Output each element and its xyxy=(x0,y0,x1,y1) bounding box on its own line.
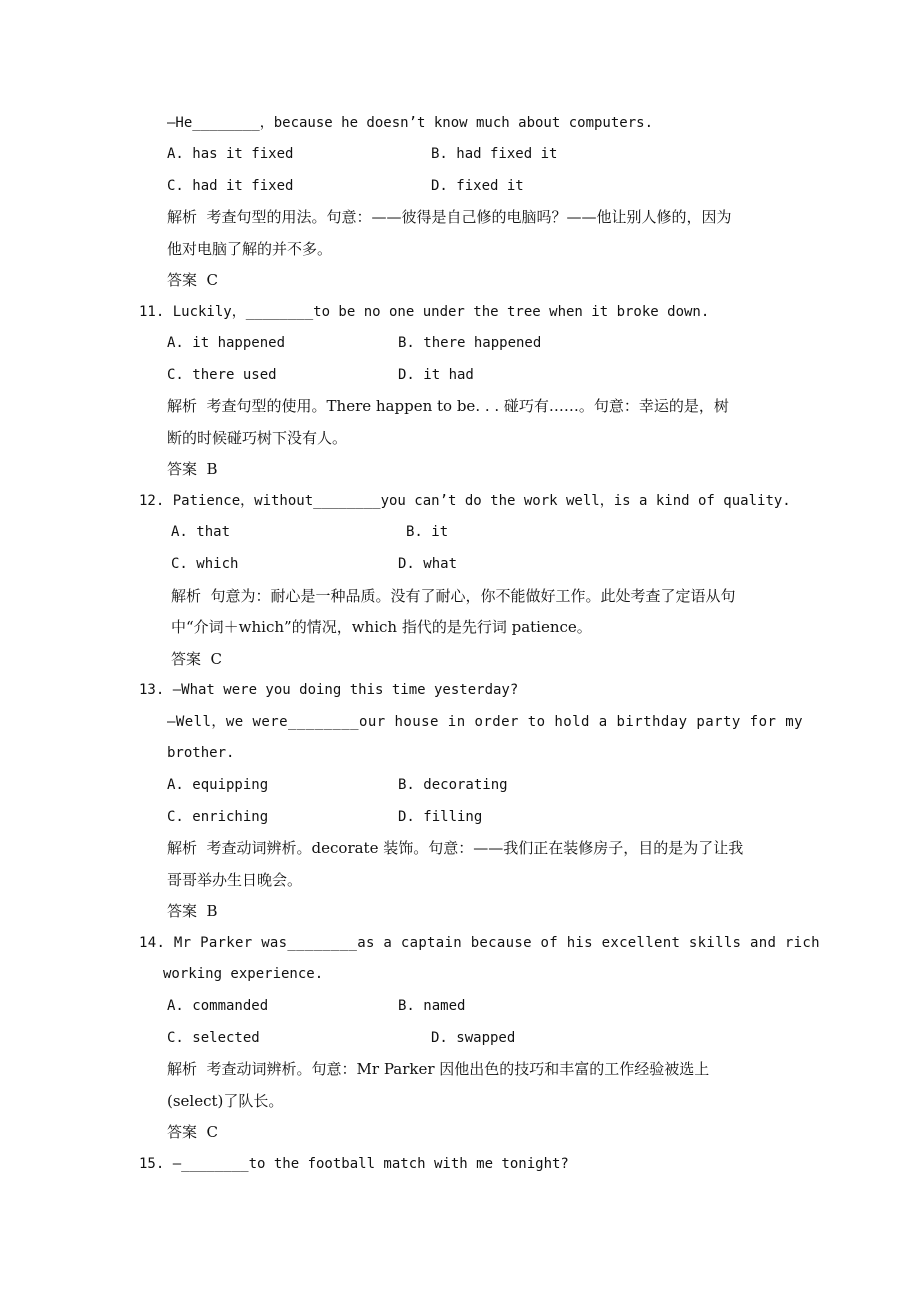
q10-analysis-line-1: 解析 考查句型的用法。句意：——彼得是自己修的电脑吗？——他让别人修的，因为 xyxy=(167,208,732,226)
q11-option-b: B. there happened xyxy=(398,335,542,351)
q10-option-b: B. had fixed it xyxy=(431,146,558,162)
q13-answer: 答案 B xyxy=(167,902,218,920)
q14-option-d: D. swapped xyxy=(431,1030,516,1046)
q13-analysis-line-1: 解析 考查动词辨析。decorate 装饰。句意：——我们正在装修房子，目的是为了让我 xyxy=(167,839,744,857)
q12-question: 12. Patience，without________you can’t do the work well，is a kind of quality. xyxy=(139,493,791,509)
q13-dialogue-continuation: brother. xyxy=(167,745,235,761)
q12-option-a: A. that xyxy=(171,524,231,540)
q13-dialogue-line: —Well，we were________our house in order to hold a birthday party for my xyxy=(167,714,803,730)
q10-option-d: D. fixed it xyxy=(431,178,524,194)
q13-question: 13. —What were you doing this time yesterday? xyxy=(139,682,519,698)
q12-option-c: C. which xyxy=(171,556,239,572)
q15-question: 15. —________to the football match with me tonight? xyxy=(139,1156,569,1172)
q14-option-b: B. named xyxy=(398,998,466,1014)
q14-answer: 答案 C xyxy=(167,1123,219,1141)
q10-answer: 答案 C xyxy=(167,271,219,289)
q14-option-a: A. commanded xyxy=(167,998,269,1014)
q10-option-a: A. has it fixed xyxy=(167,146,294,162)
q11-question: 11. Luckily，________to be no one under the tree when it broke down. xyxy=(139,304,710,320)
q11-answer: 答案 B xyxy=(167,460,218,478)
q12-option-d: D. what xyxy=(398,556,458,572)
q13-option-d: D. filling xyxy=(398,809,483,825)
q12-option-b: B. it xyxy=(406,524,449,540)
q12-answer: 答案 C xyxy=(171,650,223,668)
q10-option-c: C. had it fixed xyxy=(167,178,294,194)
q11-option-a: A. it happened xyxy=(167,335,286,351)
q13-option-b: B. decorating xyxy=(398,777,508,793)
q11-analysis-line-2: 断的时候碰巧树下没有人。 xyxy=(167,429,348,447)
q14-question-continuation: working experience. xyxy=(163,966,324,982)
q11-analysis-line-1: 解析 考查句型的使用。There happen to be. . . 碰巧有……。句意：幸运的是，树 xyxy=(167,397,729,415)
q13-option-c: C. enriching xyxy=(167,809,269,825)
q13-analysis-line-2: 哥哥举办生日晚会。 xyxy=(167,871,303,889)
q14-analysis-line-1: 解析 考查动词辨析。句意：Mr Parker 因他出色的技巧和丰富的工作经验被选上 xyxy=(167,1060,710,1078)
q12-analysis-line-1: 解析 句意为：耐心是一种品质。没有了耐心，你不能做好工作。此处考查了定语从句 xyxy=(171,587,736,605)
q10-analysis-line-2: 他对电脑了解的并不多。 xyxy=(167,240,333,258)
q14-option-c: C. selected xyxy=(167,1030,260,1046)
q14-question: 14. Mr Parker was________as a captain because of his excellent skills and rich xyxy=(139,935,820,951)
q10-dialogue-line: —He________，because he doesn’t know much about computers. xyxy=(167,115,654,131)
q11-option-d: D. it had xyxy=(398,367,474,383)
q13-option-a: A. equipping xyxy=(167,777,269,793)
q14-analysis-line-2: (select)了队长。 xyxy=(167,1092,284,1110)
q11-option-c: C. there used xyxy=(167,367,277,383)
q12-analysis-line-2: 中“介词＋which”的情况，which 指代的是先行词 patience。 xyxy=(171,618,592,636)
